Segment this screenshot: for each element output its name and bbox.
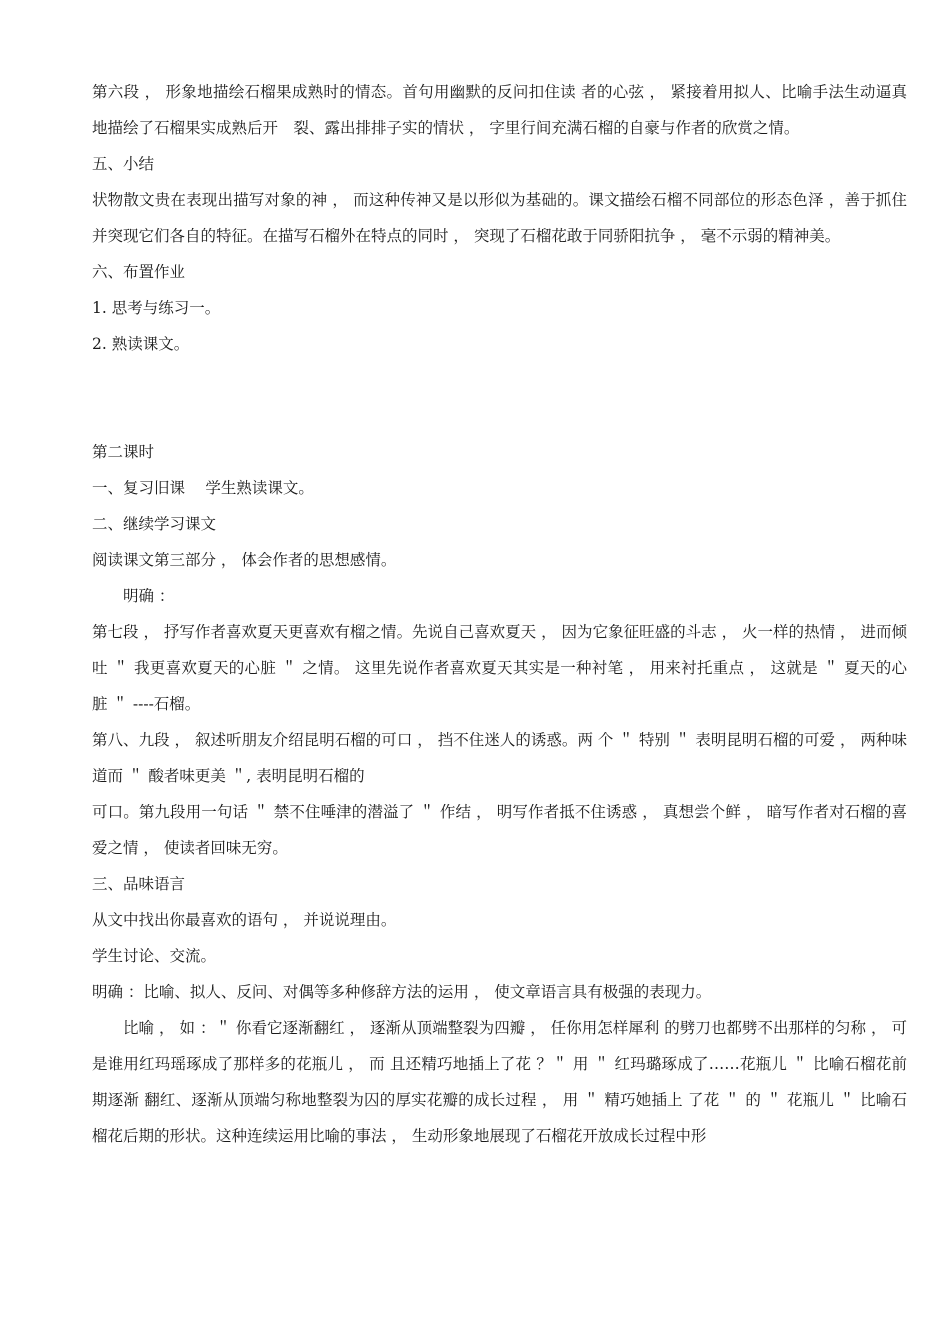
homework-item-1: 1. 思考与练习一。 [92, 299, 221, 317]
language-task: 从文中找出你最喜欢的语句 ， 并说说理由。 [92, 911, 397, 929]
section-heading-continue: 二、继续学习课文 [92, 515, 217, 533]
summary-paragraph: 状物散文贵在表现出描写对象的神 ， 而这种传神又是以形似为基础的。课文描绘石榴不同部位的形态色泽 ，善于抓住并突现它们各自的特征。在描写石榴外在特点的同时 ， 突现了石榴花敢于同骄阳抗争 ， 毫不示弱的精神美。 [92, 191, 907, 245]
reading-task: 阅读课文第三部分 ， 体会作者的思想感情。 [92, 551, 397, 569]
paragraph-eight-nine-analysis-part2: 可口。第九段用一句话 ＂ 禁不住唾津的潜溢了 ＂ 作结 ， 明写作者抵不住诱惑 ， 真想尝个鲜 ， 暗写作者对石榴的喜爱之情 ， 使读者回味无穷。 [92, 803, 907, 857]
paragraph-seven-analysis: 第七段 ， 抒写作者喜欢夏天更喜欢有榴之情。先说自己喜欢夏天 ， 因为它象征旺盛的斗志 ， 火一样的热情 ， 进而倾吐 ＂ 我更喜欢夏天的心脏 ＂ 之情。 这里先说作者喜欢夏天其实是一种衬笔 ， 用来衬托重点 ， 这就是 ＂ 夏天的心 脏 ＂ ----石榴。 [92, 623, 907, 713]
paragraph-six-analysis: 第六段 ， 形象地描绘石榴果成熟时的情态。首句用幽默的反问扣住读 者的心弦 ， 紧接着用拟人、比喻手法生动逼真地描绘了石榴果实成熟后开 裂、露出排排子实的情状 ， 字里行间充满石榴的自豪与作者的欣赏之情。 [92, 83, 907, 137]
metaphor-analysis-paragraph: 比喻 ， 如 ：＂ 你看它逐渐翻红 ， 逐渐从顶端整裂为四瓣 ， 任你用怎样犀利 的劈刀也都劈不出那样的匀称 ， 可是谁用红玛瑶琢成了那样多的花瓶儿 ， 而 且还精巧地插上了花 ？＂ 用 ＂ 红玛璐琢成了……花瓶儿 ＂ 比喻石榴花前期逐渐 翻红、逐渐从顶端匀称地整裂为囚的厚实花瓣的成长过程 ， 用 ＂ 精巧她插上 了花 ＂ 的 ＂ 花瓶儿 ＂ 比喻石榴花后期的形状。这种连续运用比喻的事法 ， 生动形象地展现了石榴花开放成长过程中形 [92, 1019, 907, 1145]
clarify-label: 明确 ： [123, 587, 175, 605]
paragraph-eight-nine-analysis-part1: 第八、九段 ， 叙述听朋友介绍昆明石榴的可口 ， 挡不住迷人的诱惑。两 个 ＂ 特别 ＂ 表明昆明石榴的可爱 ， 两种味道而 ＂ 酸者味更美 ＂, 表明昆明石榴的 [92, 731, 907, 785]
document-body [92, 74, 907, 1154]
section-heading-language: 三、品味语言 [92, 875, 186, 893]
section-heading-summary: 五、小结 [92, 155, 155, 173]
lesson-two-title: 第二课时 [92, 443, 155, 461]
discussion-note: 学生讨论、交流。 [92, 947, 217, 965]
section-heading-homework: 六、布置作业 [92, 263, 186, 281]
section-heading-review: 一、复习旧课 学生熟读课文。 [92, 479, 314, 497]
homework-item-2: 2. 熟读课文。 [92, 335, 190, 353]
section-spacer [92, 362, 907, 434]
language-clarify: 明确 ：比喻、拟人、反问、对偶等多种修辞方法的运用 ， 使文章语言具有极强的表现力。 [92, 983, 712, 1001]
